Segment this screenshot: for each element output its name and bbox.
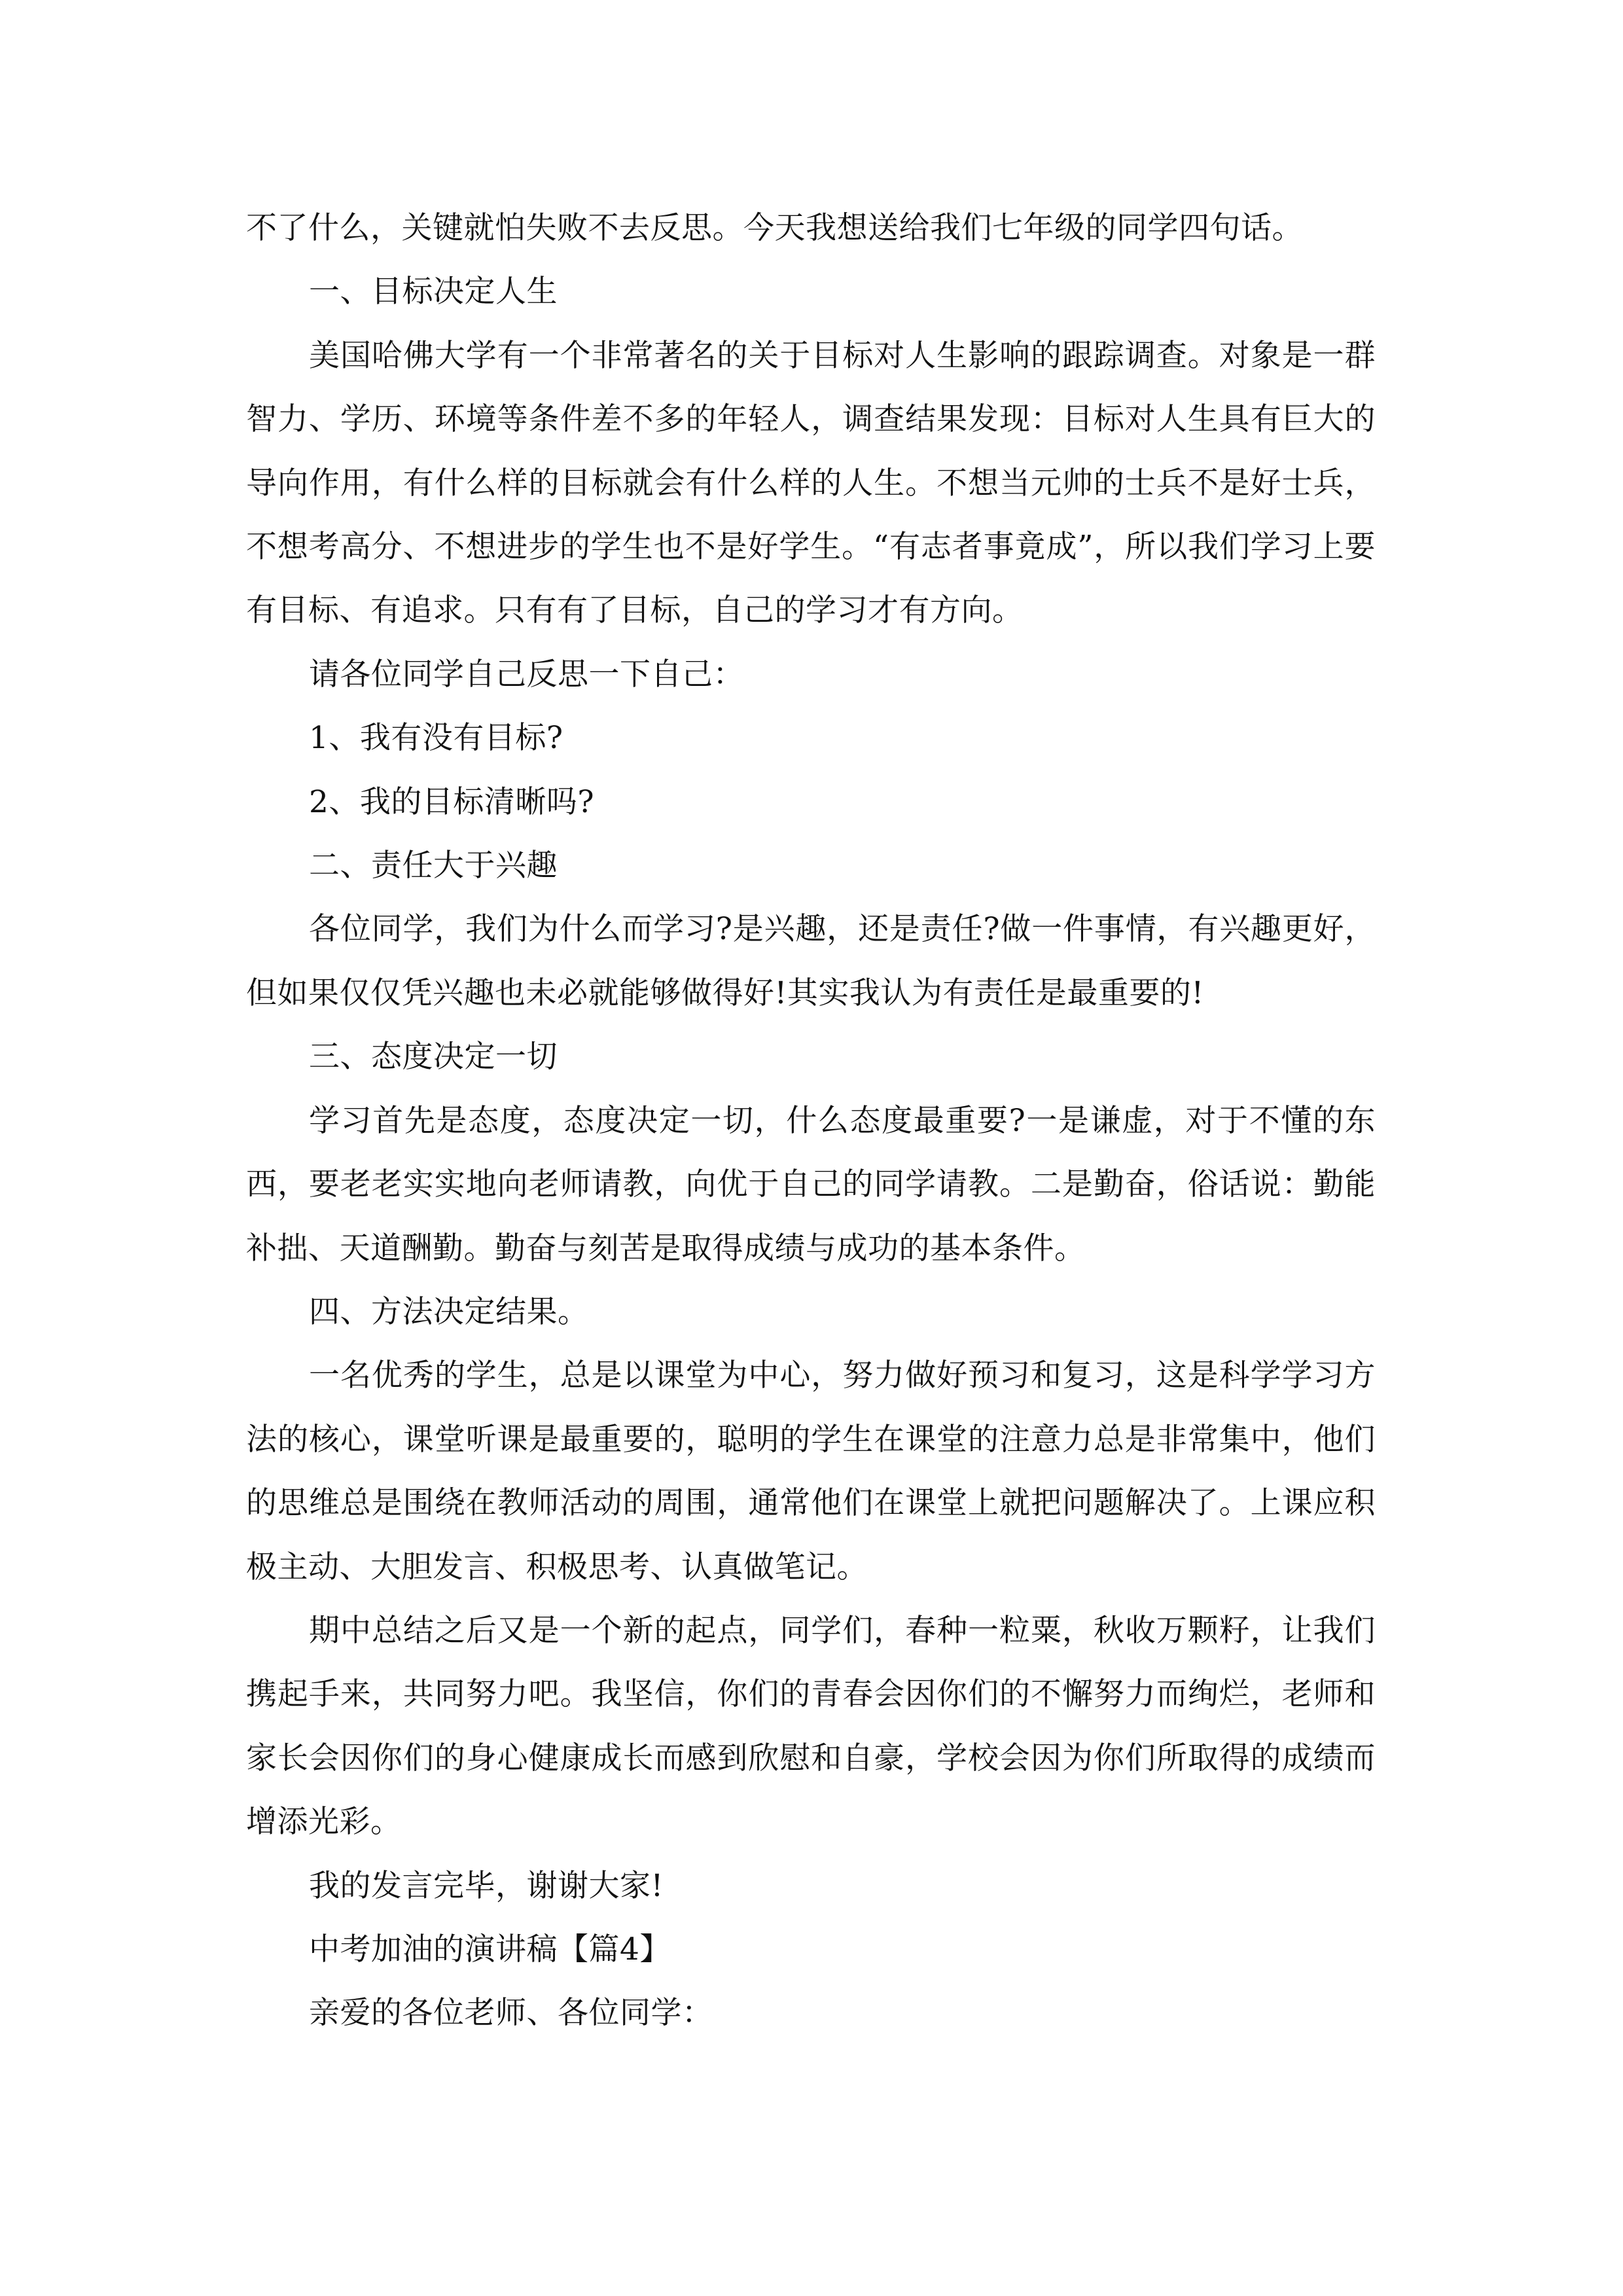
document-body	[246, 196, 1376, 2045]
paragraph-harvard-study: 美国哈佛大学有一个非常著名的关于目标对人生影响的跟踪调查。对象是一群智力、学历、环境等条件差不多的年轻人，调查结果发现：目标对人生具有巨大的导向作用，有什么样的目标就会有什么样的人生。不想当元帅的士兵不是好士兵，不想考高分、不想进步的学生也不是好学生。“有志者事竟成”，所以我们学习上要有目标、有追求。只有有了目标，自己的学习才有方向。	[246, 337, 1376, 629]
paragraph-closing: 我的发言完毕，谢谢大家!	[309, 1867, 664, 1904]
heading-goal-decides-life: 一、目标决定人生	[309, 274, 558, 310]
paragraph-responsibility: 各位同学，我们为什么而学习?是兴趣，还是责任?做一件事情，有兴趣更好，但如果仅仅凭兴趣也未必就能够做得好!其实我认为有责任是最重要的!	[246, 911, 1376, 1011]
section-title-speech-4: 中考加油的演讲稿【篇4】	[309, 1931, 671, 1967]
heading-method: 四、方法决定结果。	[309, 1293, 589, 1330]
heading-responsibility: 二、责任大于兴趣	[309, 848, 558, 884]
heading-attitude: 三、态度决定一切	[309, 1039, 558, 1075]
paragraph-salutation: 亲爱的各位老师、各位同学：	[309, 1995, 713, 2032]
list-item-question-1: 1、我有没有目标?	[309, 720, 563, 757]
paragraph-attitude: 学习首先是态度，态度决定一切，什么态度最重要?一是谦虚，对于不懂的东西，要老老实实地向老师请教，向优于自己的同学请教。二是勤奋，俗话说：勤能补拙、天道酬勤。勤奋与刻苦是取得成绩与成功的基本条件。	[246, 1102, 1376, 1266]
paragraph-new-start: 期中总结之后又是一个新的起点，同学们，春种一粒粟，秋收万颗籽，让我们携起手来，共同努力吧。我坚信，你们的青春会因你们的不懈努力而绚烂，老师和家长会因你们的身心健康成长而感到欣慰和自豪，学校会因为你们所取得的成绩而增添光彩。	[246, 1612, 1376, 1840]
paragraph-continuation: 不了什么，关键就怕失败不去反思。今天我想送给我们七年级的同学四句话。	[246, 210, 1303, 246]
list-item-question-2: 2、我的目标清晰吗?	[309, 783, 595, 820]
paragraph-reflect-prompt: 请各位同学自己反思一下自己：	[309, 656, 744, 692]
paragraph-method: 一名优秀的学生，总是以课堂为中心，努力做好预习和复习，这是科学学习方法的核心，课堂听课是最重要的，聪明的学生在课堂的注意力总是非常集中，他们的思维总是围绕在教师活动的周围，通常他们在课堂上就把问题解决了。上课应积极主动、大胆发言、积极思考、认真做笔记。	[246, 1357, 1376, 1585]
